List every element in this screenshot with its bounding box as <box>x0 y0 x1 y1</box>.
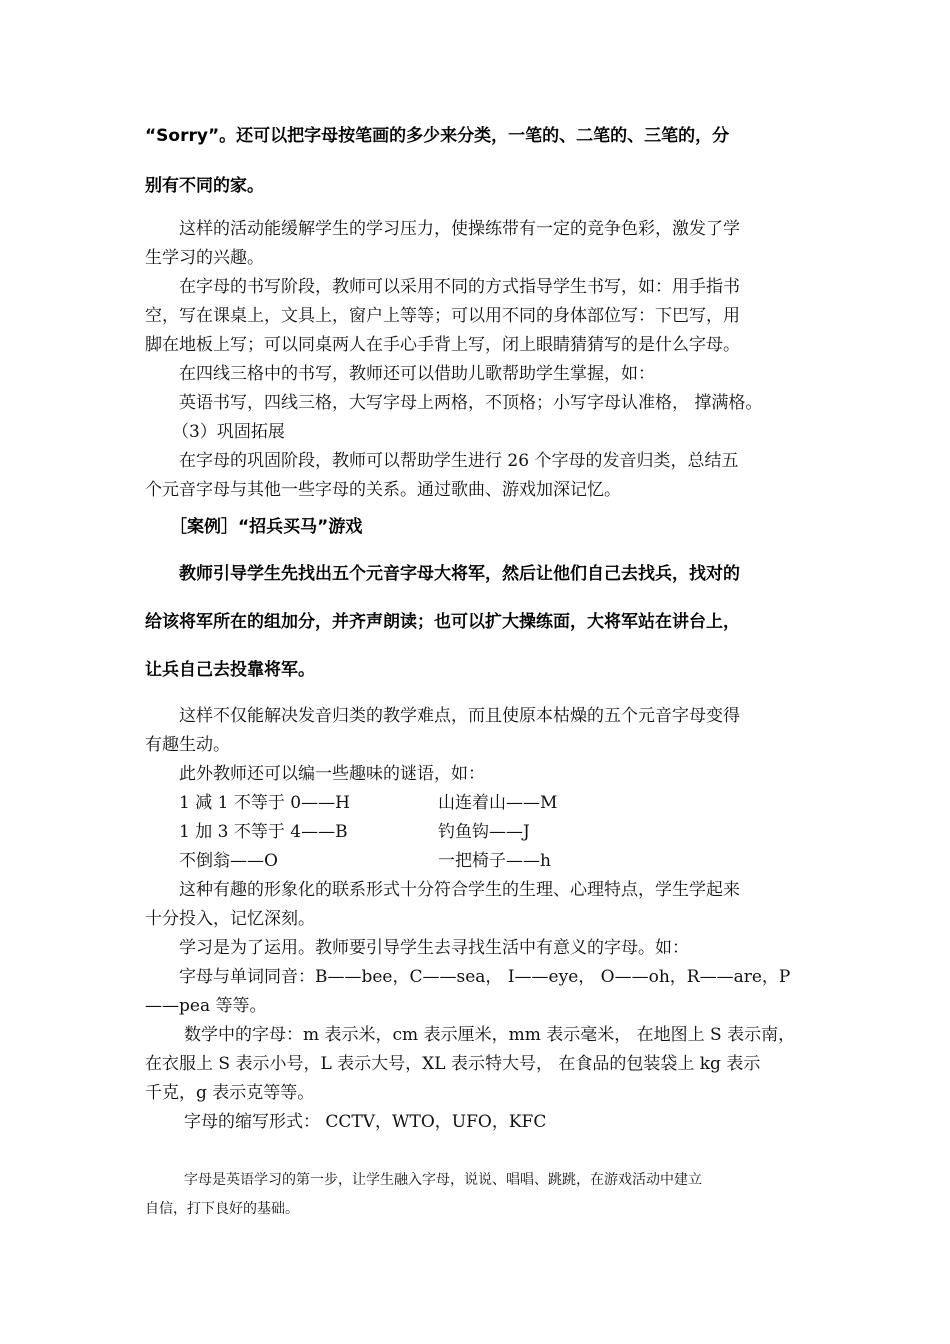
paragraph-line: 个元音字母与其他一些字母的关系。通过歌曲、游戏加深记忆。 <box>145 480 621 500</box>
paragraph-line: 这种有趣的形象化的联系形式十分符合学生的生理、心理特点，学生学起来 <box>179 880 740 900</box>
paragraph-line: 别有不同的家。 <box>145 176 264 196</box>
paragraph-line: 此外教师还可以编一些趣味的谜语，如： <box>179 764 485 784</box>
paragraph-line: 字母的缩写形式： CCTV，WTO，UFO，KFC <box>184 1112 547 1132</box>
section-heading: （3）巩固拓展 <box>172 422 285 442</box>
paragraph-line: 千克，g 表示克等等。 <box>145 1083 315 1103</box>
paragraph-line: 在衣服上 S 表示小号，L 表示大号，XL 表示特大号， 在食品的包装袋上 kg 表示 <box>145 1054 761 1074</box>
paragraph-line: 在字母的书写阶段，教师可以采用不同的方式指导学生书写，如：用手指书 <box>179 277 740 297</box>
paragraph-line: 这样不仅能解决发音归类的教学难点，而且使原本枯燥的五个元音字母变得 <box>179 706 740 726</box>
paragraph-line: 脚在地板上写；可以同桌两人在手心手背上写，闭上眼睛猜猜写的是什么字母。 <box>145 335 740 355</box>
paragraph-line: 学习是为了运用。教师要引导学生去寻找生活中有意义的字母。如： <box>179 938 689 958</box>
paragraph-line: 数学中的字母：m 表示米，cm 表示厘米，mm 表示毫米， 在地图上 S 表示南， <box>184 1025 796 1045</box>
paragraph-line: 让兵自己去投靠将军。 <box>145 660 315 680</box>
paragraph-line: “Sorry”。还可以把字母按笔画的多少来分类，一笔的、二笔的、三笔的，分 <box>145 126 730 146</box>
riddle-left: 不倒翁——O <box>179 851 278 871</box>
paragraph-line: 字母与单词同音：B——bee，C——sea， I——eye， O——oh，R——are，P <box>179 967 791 987</box>
paragraph-line: 在字母的巩固阶段，教师可以帮助学生进行 26 个字母的发音归类，总结五 <box>179 451 739 471</box>
riddle-left: 1 加 3 不等于 4——B <box>179 822 348 842</box>
paragraph-line: 教师引导学生先找出五个元音字母大将军，然后让他们自己去找兵，找对的 <box>179 564 740 584</box>
riddle-right: 山连着山——M <box>438 793 558 813</box>
closing-line: 字母是英语学习的第一步，让学生融入字母，说说、唱唱、跳跳，在游戏活动中建立 <box>184 1172 702 1188</box>
paragraph-line: ——pea 等等。 <box>145 996 267 1016</box>
riddle-left: 1 减 1 不等于 0——H <box>179 793 350 813</box>
case-heading: ［案例］“招兵买马”游戏 <box>170 517 363 537</box>
paragraph-line: 有趣生动。 <box>145 735 230 755</box>
paragraph-line: 空，写在课桌上，文具上，窗户上等等；可以用不同的身体部位写：下巴写，用 <box>145 306 740 326</box>
paragraph-line: 十分投入，记忆深刻。 <box>145 909 315 929</box>
riddle-right: 一把椅子——h <box>438 851 551 871</box>
paragraph-line: 生学习的兴趣。 <box>145 248 264 268</box>
paragraph-line: 这样的活动能缓解学生的学习压力，使操练带有一定的竞争色彩，激发了学 <box>179 219 740 239</box>
closing-line: 自信，打下良好的基础。 <box>145 1201 299 1217</box>
paragraph-line: 给该将军所在的组加分，并齐声朗读；也可以扩大操练面，大将军站在讲台上， <box>145 612 740 632</box>
paragraph-line: 在四线三格中的书写，教师还可以借助儿歌帮助学生掌握，如： <box>179 364 655 384</box>
paragraph-line: 英语书写，四线三格，大写字母上两格，不顶格；小写字母认准格， 撑满格。 <box>179 393 763 413</box>
riddle-right: 钓鱼钩——J <box>438 822 530 842</box>
